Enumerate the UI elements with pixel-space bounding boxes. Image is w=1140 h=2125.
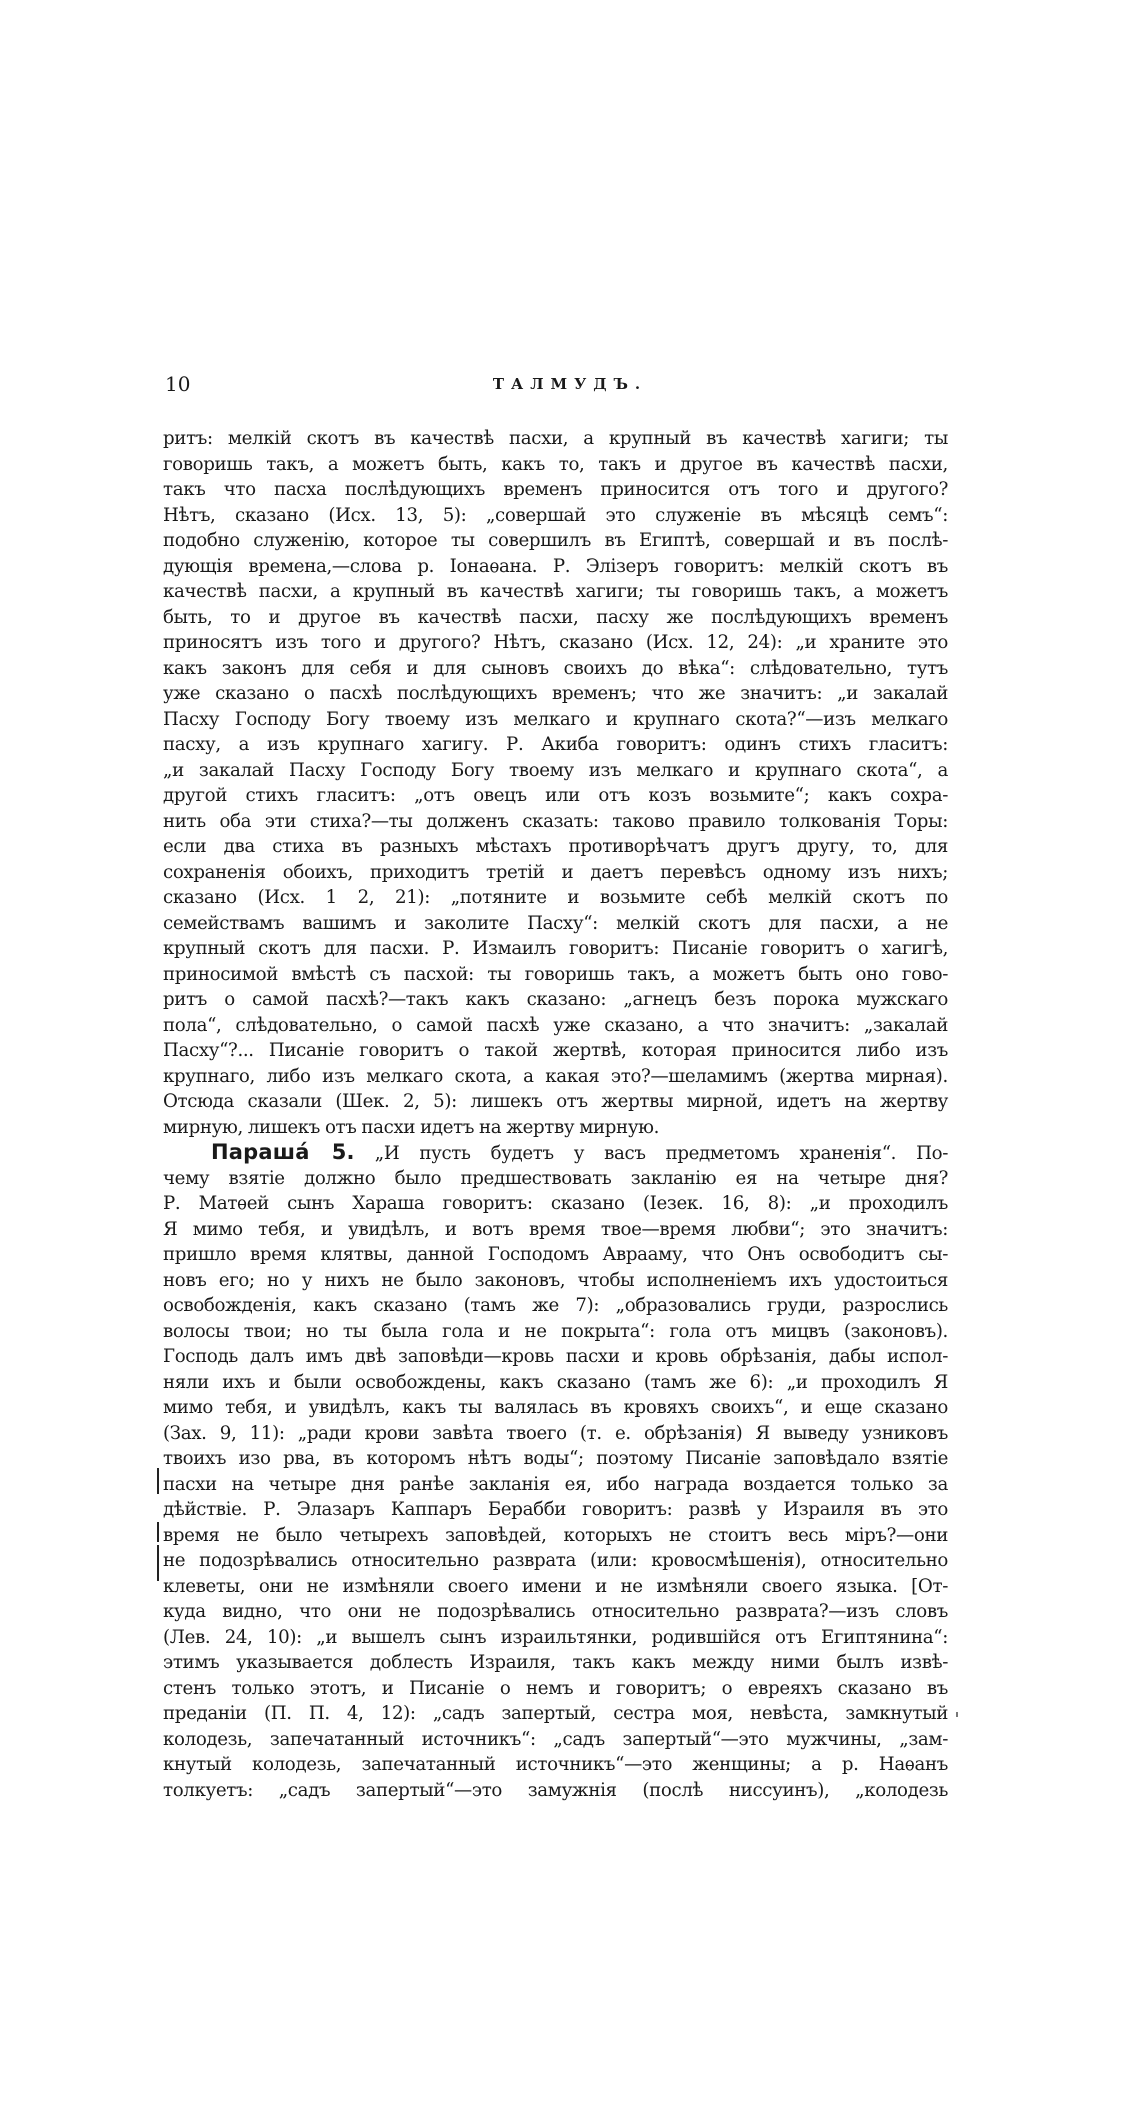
margin-pencil-mark: [157, 1545, 159, 1581]
text-line: пасхи на четыре дня ранѣе закланія ея, ибо награда воздается только за: [163, 1473, 948, 1495]
text-line: куда видно, что они не подозрѣвались относительно разврата?—изъ словъ: [163, 1601, 948, 1622]
parasha-first-line-text: „И пусть будетъ у васъ предметомъ храненія“. По-: [374, 1143, 949, 1164]
margin-pencil-mark: [157, 1522, 159, 1542]
text-line: толкуетъ: „садъ запертый“—это замужнія (послѣ ниссуинъ), „колодезь: [163, 1779, 948, 1801]
text-line: освобожденія, какъ сказано (тамъ же 7): „образовались груди, разрослись: [163, 1295, 948, 1316]
stray-ink-mark: [956, 1712, 958, 1717]
text-line: этимъ указывается доблесть Израиля, такъ какъ между ними былъ извѣ-: [163, 1652, 948, 1673]
text-line: кнутый колодезь, запечатанный источникъ“—это женщины; а р. Наѳанъ: [163, 1754, 948, 1775]
parasha-label: Парашá 5.: [211, 1140, 355, 1164]
text-line: мирную, лишекъ отъ пасхи идетъ на жертву мирную.: [163, 1116, 660, 1138]
text-line: не подозрѣвались относительно разврата (или: кровосмѣшенія), относительно: [163, 1550, 948, 1571]
text-line: твоихъ изо рва, въ которомъ нѣтъ воды“; поэтому Писаніе заповѣдало взятіе: [163, 1448, 948, 1469]
text-line: какъ законъ для себя и для сыновъ своихъ до вѣка“: слѣдовательно, тутъ: [163, 657, 948, 679]
text-line: Господь далъ имъ двѣ заповѣди—кровь пасхи и кровь обрѣзанія, дабы испол-: [163, 1346, 948, 1367]
text-line: пришло время клятвы, данной Господомъ Аврааму, что Онъ освободитъ сы-: [163, 1244, 948, 1265]
text-line: уже сказано о пасхѣ послѣдующихъ временъ; что же значитъ: „и закалай: [163, 683, 948, 704]
text-line: Отсюда сказали (Шек. 2, 5): лишекъ отъ жертвы мирной, идетъ на жертву: [163, 1091, 948, 1112]
text-line: быть, то и другое въ качествѣ пасхи, пасху же послѣдующихъ временъ: [163, 606, 948, 628]
text-line: дующія времена,—слова р. Іонаѳана. Р. Элізеръ говоритъ: мелкій скотъ въ: [163, 555, 948, 577]
text-line: „и закалай Пасху Господу Богу твоему изъ мелкаго и крупнаго скота“, а: [163, 759, 948, 781]
text-line: дѣйствіе. Р. Элазаръ Каппаръ Берабби говоритъ: развѣ у Израиля въ это: [163, 1499, 948, 1520]
text-line: стенъ только этотъ, и Писаніе о немъ и говоритъ; о евреяхъ сказано въ: [163, 1677, 948, 1699]
text-line: Р. Матѳей сынъ Хараша говоритъ: сказано (Іезек. 16, 8): „и проходилъ: [163, 1193, 948, 1214]
text-line: няли ихъ и были освобождены, какъ сказано (тамъ же 6): „и проходилъ Я: [163, 1371, 948, 1393]
text-line: Пасху Господу Богу твоему изъ мелкаго и крупнаго скота?“—изъ мелкаго: [163, 708, 948, 730]
text-line: клеветы, они не измѣняли своего имени и не измѣняли своего языка. [От-: [163, 1575, 948, 1597]
text-line: крупный скотъ для пасхи. Р. Измаилъ говоритъ: Писаніе говоритъ о хагигѣ,: [163, 938, 948, 959]
text-line: такъ что пасха послѣдующихъ временъ приносится отъ того и другого?: [163, 479, 948, 500]
text-line: (Зах. 9, 11): „ради крови завѣта твоего (т. е. обрѣзанія) Я выведу узниковъ: [163, 1422, 948, 1444]
text-line: волосы твои; но ты была гола и не покрыта“: гола отъ мицвъ (законовъ).: [163, 1320, 948, 1342]
text-line: Пасху“?... Писаніе говоритъ о такой жертвѣ, которая приносится либо изъ: [163, 1040, 948, 1061]
text-line: семействамъ вашимъ и заколите Пасху“: мелкій скотъ для пасхи, а не: [163, 912, 948, 934]
text-line: качествѣ пасхи, а крупный въ качествѣ хагиги; ты говоришь такъ, а можетъ: [163, 581, 948, 602]
text-line: приносятъ изъ того и другого? Нѣтъ, сказано (Исх. 12, 24): „и храните это: [163, 632, 948, 653]
text-line: другой стихъ гласитъ: „отъ овецъ или отъ козъ возьмите“; какъ сохра-: [163, 785, 948, 806]
text-line: сказано (Исх. 1 2, 21): „потяните и возьмите себѣ мелкій скотъ по: [163, 887, 948, 908]
text-line: пола“, слѣдовательно, о самой пасхѣ уже сказано, а что значитъ: „закалай: [163, 1014, 948, 1036]
text-line: преданіи (П. П. 4, 12): „садъ запертый, сестра моя, невѣста, замкнутый: [163, 1703, 948, 1724]
text-line: (Лев. 24, 10): „и вышелъ сынъ израильтянки, родившійся отъ Египтянина“:: [163, 1626, 948, 1648]
text-line: ритъ: мелкій скотъ въ качествѣ пасхи, а крупный въ качествѣ хагиги; ты: [163, 428, 948, 449]
text-line: Я мимо тебя, и увидѣлъ, и вотъ время твое—время любви“; это значитъ:: [163, 1218, 948, 1240]
text-line: если два стиха въ разныхъ мѣстахъ противорѣчатъ другъ другу, то, для: [163, 836, 948, 857]
text-line: подобно служенію, которое ты совершилъ въ Египтѣ, совершай и въ послѣ-: [163, 530, 948, 551]
text-line: пасху, а изъ крупнаго хагигу. Р. Акиба говоритъ: одинъ стихъ гласитъ:: [163, 734, 948, 755]
text-line: мимо тебя, и увидѣлъ, какъ ты валялась въ кровяхъ своихъ“, и еще сказано: [163, 1397, 948, 1418]
parasha-heading-line: [163, 1140, 948, 1166]
running-head: [165, 372, 975, 396]
text-line: крупнаго, либо изъ мелкаго скота, а какая это?—шеламимъ (жертва мирная).: [163, 1065, 948, 1087]
text-line: говоришь такъ, а можетъ быть, какъ то, такъ и другое въ качествѣ пасхи,: [163, 453, 948, 475]
text-line: время не было четырехъ заповѣдей, которыхъ не стоитъ весь міръ?—они: [163, 1524, 948, 1546]
page-number: 10: [165, 372, 191, 396]
text-line: колодезь, запечатанный источникъ“: „садъ запертый“—это мужчины, „зам-: [163, 1728, 948, 1750]
text-line: приносимой вмѣстѣ съ пасхой: ты говоришь такъ, а можетъ быть оно гово-: [163, 963, 948, 985]
text-line: ритъ о самой пасхѣ?—такъ какъ сказано: „агнецъ безъ порока мужскаго: [163, 989, 948, 1010]
main-text: [163, 426, 948, 1803]
text-line: чему взятіе должно было предшествовать закланію ея на четыре дня?: [163, 1167, 948, 1189]
text-line: нить оба эти стиха?—ты долженъ сказать: таково правило толкованія Торы:: [163, 810, 948, 832]
text-line: сохраненія обоихъ, приходитъ третій и даетъ перевѣсъ одному изъ нихъ;: [163, 861, 948, 883]
running-title: ТАЛМУДЪ.: [492, 375, 648, 393]
text-line: новъ его; но у нихъ не было законовъ, чтобы исполненіемъ ихъ удостоиться: [163, 1269, 948, 1291]
margin-pencil-mark: [157, 1468, 159, 1494]
text-line: Нѣтъ, сказано (Исх. 13, 5): „совершай это служеніе въ мѣсяцѣ семъ“:: [163, 504, 948, 526]
